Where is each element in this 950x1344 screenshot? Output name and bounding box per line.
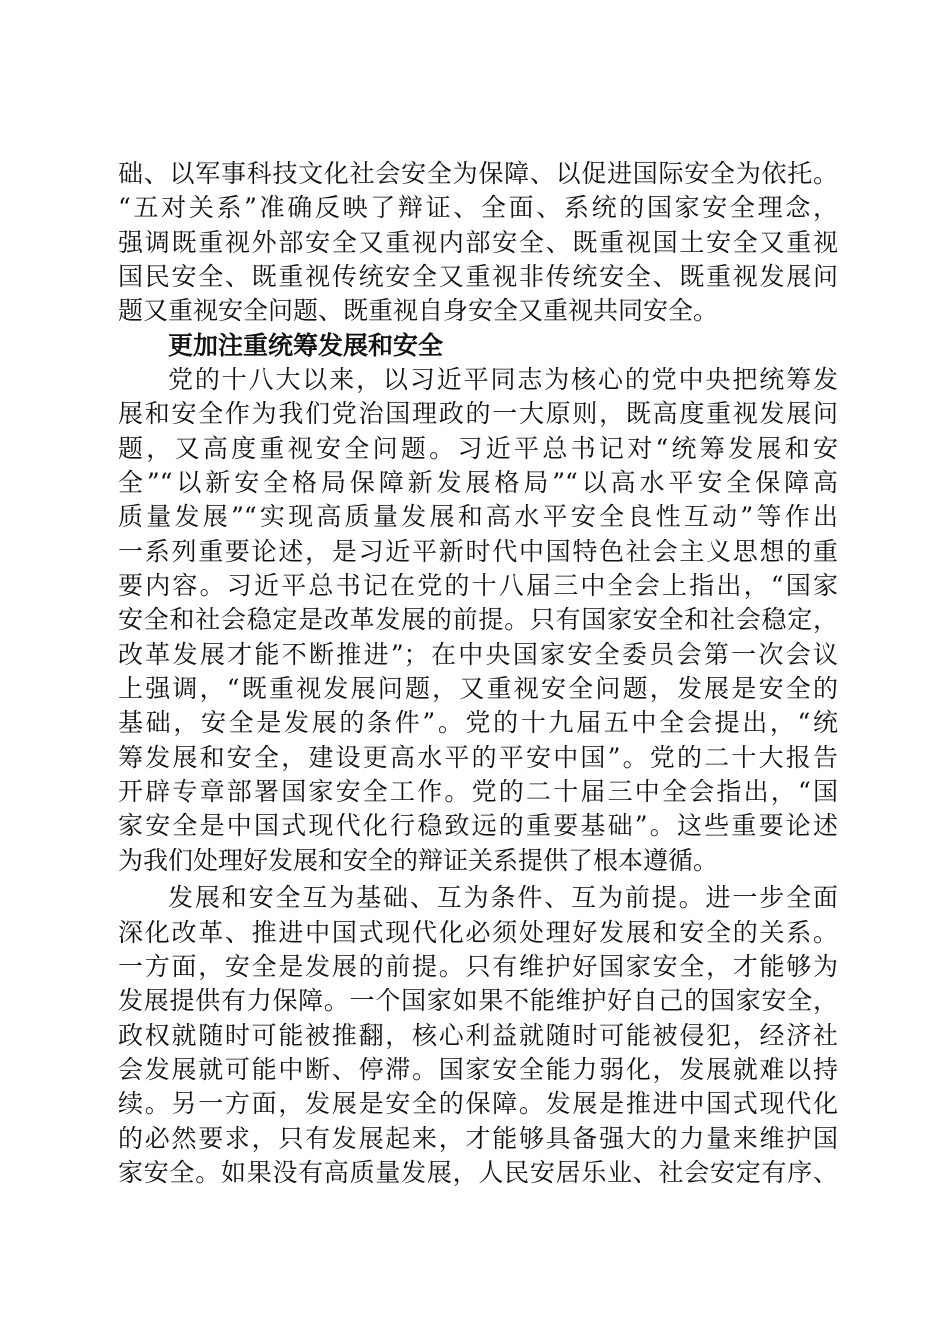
paragraph-1-line-5: 题又重视安全问题、既重视自身安全又重视共同安全。 <box>118 296 719 325</box>
paragraph-3-line-8: 的必然要求，只有发展起来，才能够具备强大的力量来维护国 <box>118 1124 838 1153</box>
paragraph-2-line-1: 党的十八大以来，以习近平同志为核心的党中央把统筹发 <box>168 365 838 394</box>
paragraph-3-line-7: 续。另一方面，发展是安全的保障。发展是推进中国式现代化 <box>118 1089 838 1118</box>
paragraph-2-line-6: 一系列重要论述，是习近平新时代中国特色社会主义思想的重 <box>118 537 838 566</box>
paragraph-1-line-2: “五对关系”准确反映了辩证、全面、系统的国家安全理念， <box>118 193 838 222</box>
paragraph-3-line-4: 发展提供有力保障。一个国家如果不能维护好自己的国家安全， <box>118 986 838 1015</box>
paragraph-2-line-10: 上强调，“既重视发展问题，又重视安全问题，发展是安全的 <box>118 674 838 703</box>
paragraph-2-line-7: 要内容。习近平总书记在党的十八届三中全会上指出，“国家 <box>118 571 838 600</box>
paragraph-3-line-9: 家安全。如果没有高质量发展，人民安居乐业、社会安定有序、 <box>118 1158 838 1187</box>
paragraph-2-line-9: 改革发展才能不断推进”；在中央国家安全委员会第一次会议 <box>118 640 838 669</box>
paragraph-2-line-3: 题，又高度重视安全问题。习近平总书记对“统筹发展和安 <box>118 434 838 463</box>
paragraph-3-line-1: 发展和安全互为基础、互为条件、互为前提。进一步全面 <box>168 883 838 912</box>
paragraph-3-line-2: 深化改革、推进中国式现代化必须处理好发展和安全的关系。 <box>118 918 838 947</box>
paragraph-2-line-4: 全”“以新安全格局保障新发展格局”“以高水平安全保障高 <box>118 468 838 497</box>
paragraph-2-line-5: 质量发展”“实现高质量发展和高水平安全良性互动”等作出 <box>118 502 838 531</box>
paragraph-2-line-11: 基础，安全是发展的条件”。党的十九届五中全会提出，“统 <box>118 708 838 737</box>
paragraph-1-line-4: 国民安全、既重视传统安全又重视非传统安全、既重视发展问 <box>118 262 838 291</box>
paragraph-3-line-5: 政权就随时可能被推翻，核心利益就随时可能被侵犯，经济社 <box>118 1021 838 1050</box>
paragraph-3-line-6: 会发展就可能中断、停滞。国家安全能力弱化，发展就难以持 <box>118 1055 838 1084</box>
paragraph-2-line-2: 展和安全作为我们党治国理政的一大原则，既高度重视发展问 <box>118 399 838 428</box>
paragraph-2-line-12: 筹发展和安全，建设更高水平的平安中国”。党的二十大报告 <box>118 743 838 772</box>
section-heading: 更加注重统筹发展和安全 <box>168 331 444 360</box>
paragraph-2-line-14: 家安全是中国式现代化行稳致远的重要基础”。这些重要论述 <box>118 811 838 840</box>
paragraph-2-line-13: 开辟专章部署国家安全工作。党的二十届三中全会指出，“国 <box>118 777 838 806</box>
paragraph-3-line-3: 一方面，安全是发展的前提。只有维护好国家安全，才能够为 <box>118 952 838 981</box>
paragraph-1-line-3: 强调既重视外部安全又重视内部安全、既重视国土安全又重视 <box>118 228 838 257</box>
paragraph-2-line-15: 为我们处理好发展和安全的辩证关系提供了根本遵循。 <box>118 846 719 875</box>
paragraph-1-line-1: 础、以军事科技文化社会安全为保障、以促进国际安全为依托。 <box>118 159 838 188</box>
paragraph-2-line-8: 安全和社会稳定是改革发展的前提。只有国家安全和社会稳定， <box>118 605 838 634</box>
